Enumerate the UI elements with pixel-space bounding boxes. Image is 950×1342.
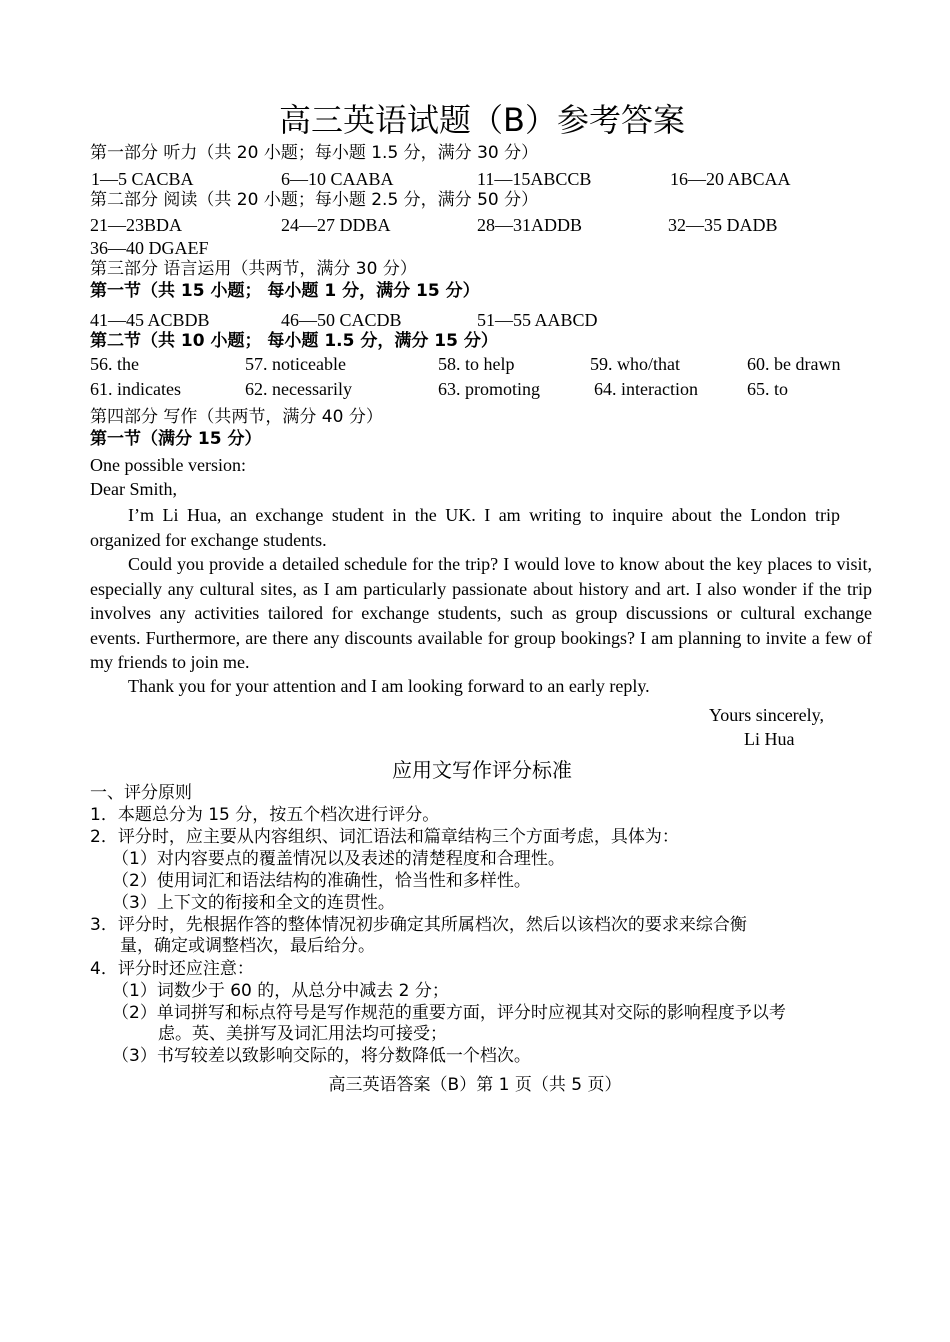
criteria-subitem: （3）书写较差以致影响交际的，将分数降低一个档次。 (112, 1046, 531, 1066)
part4-section1-heading: 第一节（满分 15 分） (90, 429, 262, 449)
part3-section1-heading: 第一节（共 15 小题； 每小题 1 分，满分 15 分） (90, 281, 480, 301)
answer-item: 62. necessarily (245, 379, 352, 399)
answer-item: 65. to (747, 379, 789, 399)
criteria-item: 4．评分时还应注意： (90, 959, 254, 979)
answer-group: 28—31ADDB (477, 215, 583, 235)
answer-item: 59. who/that (590, 354, 680, 374)
part1-heading: 第一部分 听力（共 20 小题；每小题 1.5 分，满分 30 分） (90, 143, 539, 163)
criteria-item-continued: 量，确定或调整档次，最后给分。 (120, 936, 375, 956)
answer-group: 6—10 CAABA (281, 169, 394, 189)
letter-closing: Yours sincerely, (709, 705, 824, 725)
criteria-title: 应用文写作评分标准 (392, 758, 572, 782)
letter-paragraph: Could you provide a detailed schedule for the trip? I would love to know about the key places to visit, especially any cultural sites, as I am particularly passionate about history and art. I also wonder if the trip involves any activities tailored for exchange students, such as group discussions or cultural exchange events. Furthermore, are there any discounts available for group bookings? I am planning to invite a few of my friends to join me. (90, 554, 872, 672)
answer-group: 21—23BDA (90, 215, 183, 235)
criteria-subitem: （1）词数少于 60 的，从总分中减去 2 分； (112, 981, 449, 1001)
answer-group: 16—20 ABCAA (670, 169, 791, 189)
part4-heading: 第四部分 写作（共两节，满分 40 分） (90, 407, 383, 427)
answer-item: 63. promoting (438, 379, 540, 399)
answer-group: 46—50 CACDB (281, 310, 402, 330)
letter-salutation: Dear Smith, (90, 479, 177, 499)
answer-item: 64. interaction (594, 379, 698, 399)
answer-group: 32—35 DADB (668, 215, 778, 235)
answer-item: 61. indicates (90, 379, 181, 399)
answer-group: 1—5 CACBA (91, 169, 194, 189)
letter-signature: Li Hua (744, 729, 795, 749)
criteria-subitem: （2）使用词汇和语法结构的准确性，恰当性和多样性。 (112, 871, 531, 891)
answer-item: 60. be drawn (747, 354, 841, 374)
criteria-item: 3．评分时，先根据作答的整体情况初步确定其所属档次，然后以该档次的要求来综合衡 (90, 915, 747, 935)
criteria-subitem-continued: 虑。英、美拼写及词汇用法均可接受； (158, 1024, 447, 1044)
version-label: One possible version: (90, 455, 246, 475)
answer-item: 57. noticeable (245, 354, 346, 374)
answer-group: 51—55 AABCD (477, 310, 598, 330)
criteria-subitem: （2）单词拼写和标点符号是写作规范的重要方面，评分时应视其对交际的影响程度予以考 (112, 1003, 786, 1023)
criteria-principle-heading: 一、评分原则 (90, 783, 192, 803)
criteria-item: 1．本题总分为 15 分，按五个档次进行评分。 (90, 805, 440, 825)
part3-section2-heading: 第二节（共 10 小题； 每小题 1.5 分，满分 15 分） (90, 331, 498, 351)
answer-group: 41—45 ACBDB (90, 310, 210, 330)
answer-group: 24—27 DDBA (281, 215, 391, 235)
criteria-subitem: （1）对内容要点的覆盖情况以及表述的清楚程度和合理性。 (112, 849, 565, 869)
page-title: 高三英语试题（B）参考答案 (279, 101, 685, 139)
letter-paragraph: I’m Li Hua, an exchange student in the UK. I am writing to inquire about the London trip organized for exchange students. (90, 505, 840, 550)
answer-group: 11—15ABCCB (477, 169, 592, 189)
part2-heading: 第二部分 阅读（共 20 小题；每小题 2.5 分，满分 50 分） (90, 190, 539, 210)
answer-item: 58. to help (438, 354, 515, 374)
letter-paragraph: Thank you for your attention and I am looking forward to an early reply. (128, 676, 650, 696)
criteria-item: 2．评分时，应主要从内容组织、词汇语法和篇章结构三个方面考虑，具体为： (90, 827, 679, 847)
part3-heading: 第三部分 语言运用（共两节，满分 30 分） (90, 259, 417, 279)
answer-group: 36—40 DGAEF (90, 238, 209, 258)
page-footer: 高三英语答案（B）第 1 页（共 5 页） (328, 1075, 622, 1095)
criteria-subitem: （3）上下文的衔接和全文的连贯性。 (112, 893, 395, 913)
answer-item: 56. the (90, 354, 139, 374)
